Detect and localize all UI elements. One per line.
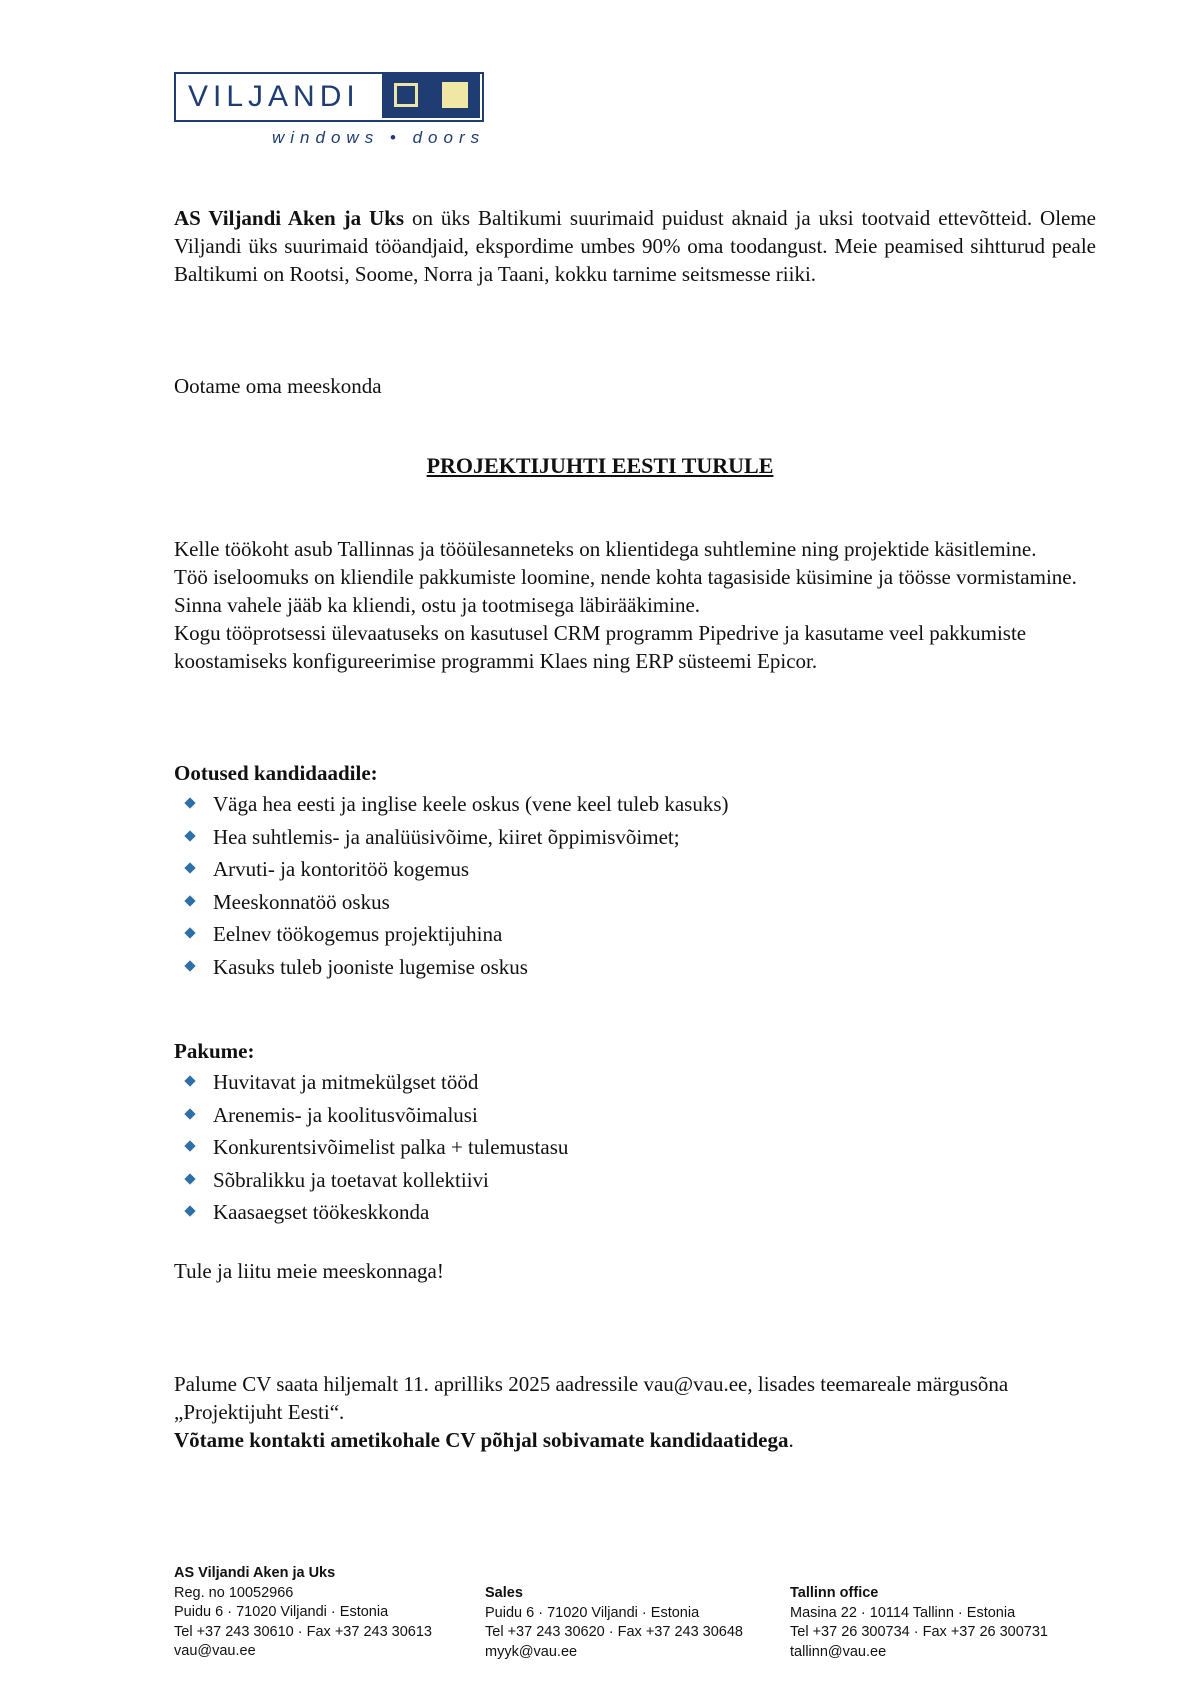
diamond-bullet-icon bbox=[184, 1140, 195, 1151]
list-item: Eelnev töökogemus projektijuhina bbox=[174, 920, 1096, 953]
diamond-bullet-icon bbox=[184, 1075, 195, 1086]
list-item: Kasuks tuleb jooniste lugemise oskus bbox=[174, 953, 1096, 986]
footer-company-title: AS Viljandi Aken ja Uks bbox=[174, 1565, 336, 1581]
footer-sales-email[interactable]: myyk@vau.ee bbox=[485, 1643, 578, 1660]
list-item: Hea suhtlemis- ja analüüsivõime, kiiret õppimisvõimet; bbox=[174, 823, 1096, 856]
diamond-bullet-icon bbox=[184, 862, 195, 873]
description-line-3: Kogu tööprotsessi ülevaatuseks on kasutusel CRM programm Pipedrive ja kasutame veel pakkumiste koostamiseks konfigureerimise programmi Klaes ning ERP süsteemi Epicor. bbox=[174, 621, 1027, 673]
list-item: Konkurentsivõimelist palka + tulemustasu bbox=[174, 1133, 1096, 1166]
diamond-bullet-icon bbox=[184, 927, 195, 938]
invite-line: Tule ja liitu meie meeskonnaga! bbox=[174, 1259, 444, 1283]
expectations-heading: Ootused kandidaadile: bbox=[174, 761, 378, 785]
footer-company-address: Puidu 6 · 71020 Viljandi · Estonia bbox=[174, 1604, 389, 1620]
logo-wordmark: VILJANDI bbox=[188, 80, 360, 113]
footer-company-phone: Tel +37 243 30610 · Fax +37 243 30613 bbox=[174, 1623, 432, 1640]
footer-company-email[interactable]: vau@vau.ee bbox=[174, 1643, 256, 1659]
footer-tallinn-address: Masina 22 · 10114 Tallinn · Estonia bbox=[790, 1604, 1016, 1621]
diamond-bullet-icon bbox=[184, 1173, 195, 1184]
list-item: Sõbralikku ja toetavat kollektiivi bbox=[174, 1166, 1096, 1199]
footer-sales bbox=[485, 1584, 743, 1662]
expectations-list bbox=[174, 790, 1096, 985]
diamond-bullet-icon bbox=[184, 797, 195, 808]
intro-text: on üks Baltikumi suurimaid puidust aknaid ja uksi tootvaid ettevõtteid. Oleme Viljandi üks suurimaid tööandjaid, ekspordime umbes 90% oma toodangust. Meie peamised sihtturud peale Baltikumi on Rootsi, Soome, Norra ja Taani, kokku tarnime seitsmesse riiki. bbox=[174, 206, 1096, 286]
job-description bbox=[174, 535, 1096, 675]
footer-tallinn-email[interactable]: tallinn@vau.ee bbox=[790, 1643, 887, 1660]
footer-tallinn-title: Tallinn office bbox=[790, 1585, 879, 1601]
position-title: PROJEKTIJUHTI EESTI TURULE bbox=[426, 453, 774, 478]
offer-list bbox=[174, 1068, 1096, 1231]
footer-company bbox=[174, 1564, 432, 1662]
lead-line: Ootame oma meeskonda bbox=[174, 374, 382, 398]
apply-end: . bbox=[788, 1428, 794, 1452]
company-logo bbox=[174, 72, 574, 152]
diamond-bullet-icon bbox=[184, 830, 195, 841]
apply-contact-bold: Võtame kontakti ametikohale CV põhjal sobivamate kandidaatidega bbox=[174, 1428, 789, 1452]
list-item: Arenemis- ja koolitusvõimalusi bbox=[174, 1101, 1096, 1134]
expectations-section bbox=[174, 759, 1096, 985]
apply-contact-line bbox=[174, 1426, 1096, 1454]
footer-sales-phone: Tel +37 243 30620 · Fax +37 243 30648 bbox=[485, 1624, 743, 1640]
offer-section bbox=[174, 1037, 1096, 1231]
logo-squares-icon bbox=[382, 72, 480, 118]
list-item: Väga hea eesti ja inglise keele oskus (vene keel tuleb kasuks) bbox=[174, 790, 1096, 823]
footer-sales-address: Puidu 6 · 71020 Viljandi · Estonia bbox=[485, 1604, 700, 1621]
application-instructions bbox=[174, 1370, 1096, 1454]
description-line-1: Kelle töökoht asub Tallinnas ja tööülesanneteks on klientidega suhtlemine ning projektide käsitlemine. bbox=[174, 537, 1037, 561]
diamond-bullet-icon bbox=[184, 1205, 195, 1216]
logo-tagline: windows • doors bbox=[272, 128, 486, 147]
intro-company-name: AS Viljandi Aken ja Uks bbox=[174, 206, 405, 230]
diamond-bullet-icon bbox=[184, 960, 195, 971]
list-item: Arvuti- ja kontoritöö kogemus bbox=[174, 855, 1096, 888]
list-item: Kaasaegset töökeskkonda bbox=[174, 1198, 1096, 1231]
logo-dark-square bbox=[394, 83, 418, 107]
footer-tallinn bbox=[790, 1584, 1048, 1662]
list-item: Huvitavat ja mitmekülgset tööd bbox=[174, 1068, 1096, 1101]
footer-tallinn-phone: Tel +37 26 300734 · Fax +37 26 300731 bbox=[790, 1624, 1048, 1640]
intro-paragraph bbox=[174, 204, 1096, 288]
list-item: Meeskonnatöö oskus bbox=[174, 888, 1096, 921]
offer-heading: Pakume: bbox=[174, 1039, 255, 1063]
apply-line: Palume CV saata hiljemalt 11. aprilliks 2025 aadressile vau@vau.ee, lisades teemareale märgusõna „Projektijuht Eesti“. bbox=[174, 1372, 1009, 1424]
logo-light-square bbox=[442, 82, 468, 108]
diamond-bullet-icon bbox=[184, 895, 195, 906]
footer-sales-title: Sales bbox=[485, 1585, 523, 1601]
diamond-bullet-icon bbox=[184, 1108, 195, 1119]
footer-company-reg: Reg. no 10052966 bbox=[174, 1584, 294, 1601]
description-line-2: Töö iseloomuks on kliendile pakkumiste loomine, nende kohta tagasiside küsimine ja töösse vormistamine. Sinna vahele jääb ka kliendi, ostu ja tootmisega läbirääkimine. bbox=[174, 565, 1077, 617]
